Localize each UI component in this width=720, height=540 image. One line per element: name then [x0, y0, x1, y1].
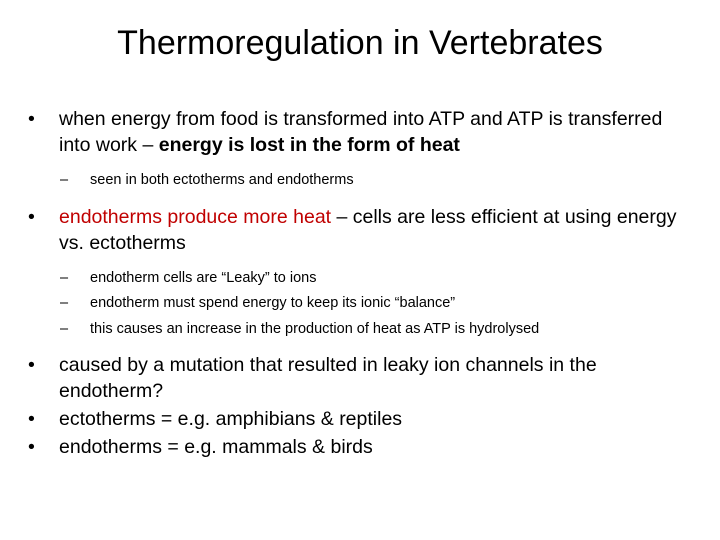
- bullet-emphasis: energy is lost in the form of heat: [158, 134, 460, 156]
- bullet-endotherm-examples: [28, 434, 698, 460]
- sub-bullet-list: [28, 168, 698, 194]
- sub-bullet: [28, 291, 698, 317]
- bullet-text: when energy from food is transformed into ATP and ATP is transferred into work –: [59, 108, 663, 156]
- sub-bullet: [28, 266, 698, 292]
- bullet-list: [28, 106, 698, 462]
- bullet-marker: •: [28, 436, 35, 458]
- bullet-marker: •: [28, 108, 35, 130]
- bullet-endotherm-heat: [28, 204, 698, 256]
- bullet-energy-loss: [28, 106, 698, 158]
- sub-bullet-text: endotherm must spend energy to keep its ionic “balance”: [90, 295, 456, 311]
- bullet-text: endotherms = e.g. mammals & birds: [59, 436, 373, 458]
- bullet-highlight: endotherms produce more heat: [59, 205, 332, 228]
- sub-bullet: [28, 168, 698, 194]
- dash-marker: –: [60, 269, 69, 286]
- slide-title: Thermoregulation in Vertebrates: [117, 24, 603, 62]
- dash-marker: –: [60, 172, 69, 188]
- bullet-marker: •: [28, 205, 35, 228]
- sub-bullet-text: seen in both ectotherms and endotherms: [90, 172, 354, 188]
- bullet-text: – cells are less efficient at using energy vs. ectotherms: [59, 205, 677, 254]
- bullet-marker: •: [28, 354, 35, 376]
- sub-bullet-text: this causes an increase in the production of heat as ATP is hydrolysed: [90, 320, 540, 337]
- bullet-text: caused by a mutation that resulted in leaky ion channels in the endotherm?: [59, 354, 597, 402]
- dash-marker: –: [60, 295, 69, 311]
- sub-bullet: [28, 317, 698, 343]
- sub-bullet-list: [28, 266, 698, 343]
- bullet-text: ectotherms = e.g. amphibians & reptiles: [59, 408, 403, 430]
- bullet-marker: •: [28, 408, 35, 430]
- bullet-ectotherm-examples: [28, 406, 698, 432]
- dash-marker: –: [60, 320, 69, 337]
- sub-bullet-text: endotherm cells are “Leaky” to ions: [90, 269, 317, 286]
- bullet-mutation: [28, 352, 698, 404]
